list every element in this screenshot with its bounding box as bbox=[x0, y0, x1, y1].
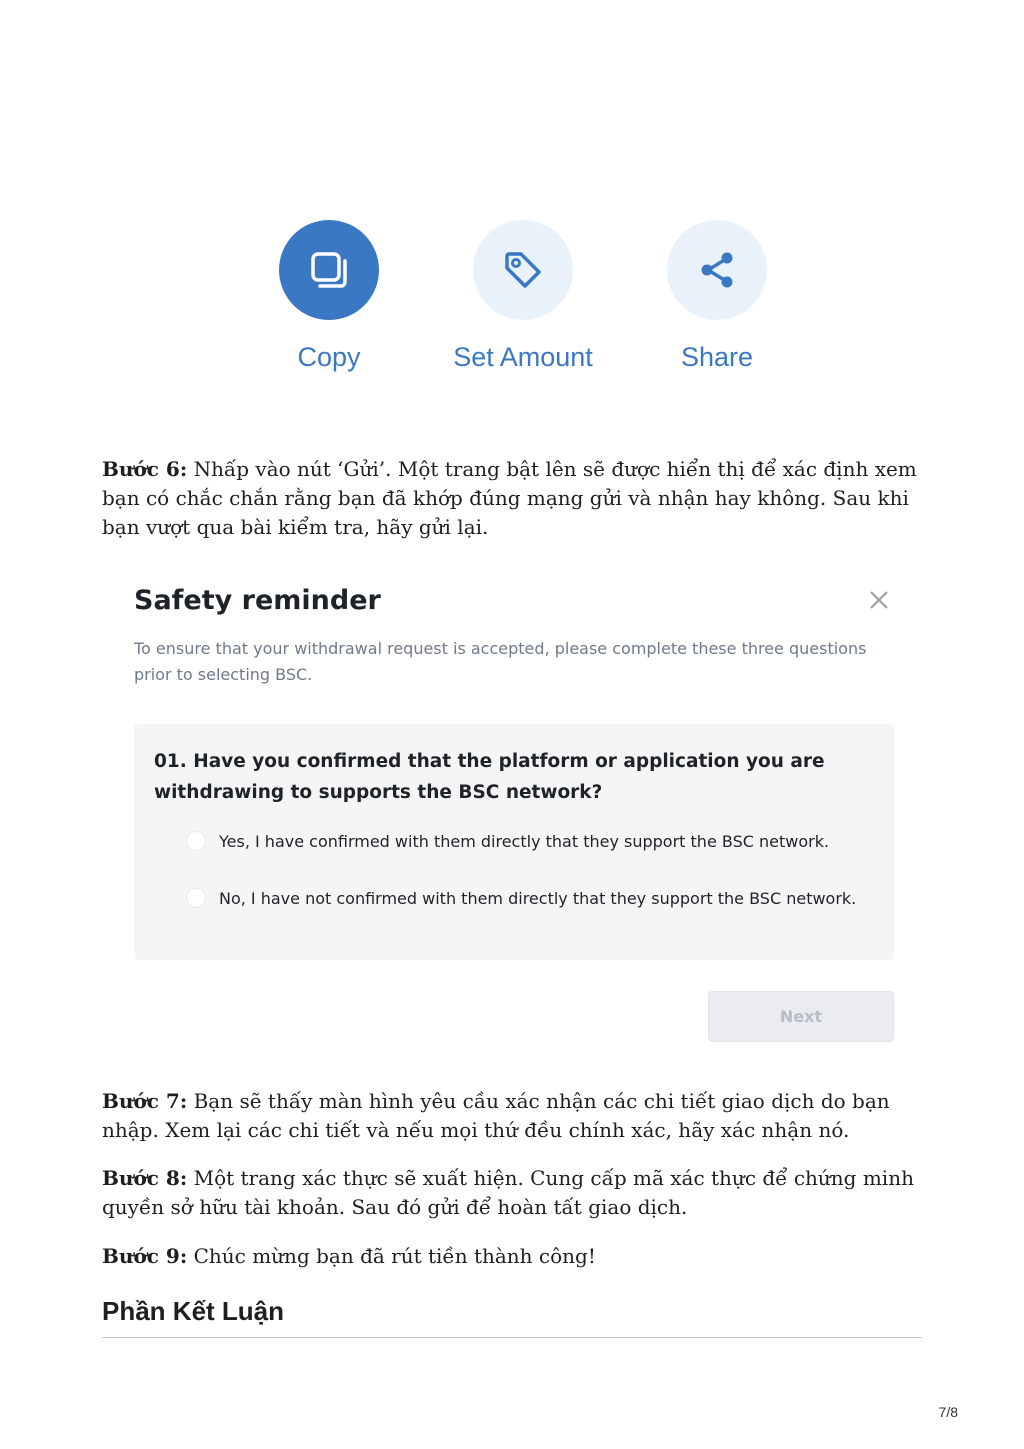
step-6-label: Bước 6: bbox=[102, 457, 188, 481]
share-label: Share bbox=[680, 342, 754, 372]
receive-actions bbox=[0, 220, 1024, 390]
step-9-paragraph bbox=[102, 1242, 922, 1271]
safety-reminder-description: To ensure that your withdrawal request is accepted, please complete these three questions prior to selecting BSC. bbox=[134, 639, 867, 684]
option-yes-label: Yes, I have confirmed with them directly that they support the BSC network. bbox=[219, 831, 830, 851]
step-6-text: Nhấp vào nút ‘Gửi’. Một trang bật lên sẽ được hiển thị để xác định xem bạn có chắc chắn rằng bạn đã khớp đúng mạng gửi và nhận hay không. Sau khi bạn vượt qua bài kiểm tra, hãy gửi lại. bbox=[102, 457, 917, 539]
question-card bbox=[134, 724, 894, 960]
step-9-label: Bước 9: bbox=[102, 1244, 188, 1268]
step-6-paragraph bbox=[102, 455, 922, 542]
step-8-label: Bước 8: bbox=[102, 1166, 188, 1190]
share-action[interactable] bbox=[617, 220, 817, 373]
set-amount-action[interactable] bbox=[423, 220, 623, 373]
copy-label: Copy bbox=[297, 342, 361, 372]
safety-reminder-dialog bbox=[134, 585, 894, 688]
close-icon[interactable] bbox=[868, 589, 890, 611]
set-amount-button[interactable] bbox=[473, 220, 573, 320]
step-7-paragraph bbox=[102, 1087, 922, 1145]
copy-button[interactable] bbox=[279, 220, 379, 320]
next-button[interactable]: Next bbox=[708, 991, 894, 1042]
copy-action[interactable] bbox=[229, 220, 429, 373]
copy-icon bbox=[307, 248, 351, 292]
step-9-text: Chúc mừng bạn đã rút tiền thành công! bbox=[187, 1244, 596, 1268]
radio-no[interactable] bbox=[186, 888, 206, 908]
safety-reminder-title: Safety reminder bbox=[134, 585, 381, 616]
step-7-text: Bạn sẽ thấy màn hình yêu cầu xác nhận các chi tiết giao dịch do bạn nhập. Xem lại các chi tiết và nếu mọi thứ đều chính xác, hãy xác nhận nó. bbox=[102, 1089, 890, 1142]
option-yes[interactable] bbox=[186, 831, 829, 851]
conclusion-heading: Phần Kết Luận bbox=[102, 1296, 285, 1326]
page-number: 7/8 bbox=[938, 1404, 958, 1420]
heading-divider bbox=[102, 1337, 922, 1338]
share-icon bbox=[695, 248, 739, 292]
step-8-paragraph bbox=[102, 1164, 922, 1222]
question-text: 01. Have you confirmed that the platform or application you are withdrawing to supports the BSC network? bbox=[154, 751, 825, 803]
step-7-label: Bước 7: bbox=[102, 1089, 188, 1113]
share-button[interactable] bbox=[667, 220, 767, 320]
option-no[interactable] bbox=[186, 888, 856, 908]
set-amount-label: Set Amount bbox=[453, 342, 593, 372]
radio-yes[interactable] bbox=[186, 831, 206, 851]
option-no-label: No, I have not confirmed with them directly that they support the BSC network. bbox=[219, 888, 857, 908]
tag-icon bbox=[501, 248, 545, 292]
step-8-text: Một trang xác thực sẽ xuất hiện. Cung cấp mã xác thực để chứng minh quyền sở hữu tài khoản. Sau đó gửi để hoàn tất giao dịch. bbox=[102, 1166, 914, 1219]
